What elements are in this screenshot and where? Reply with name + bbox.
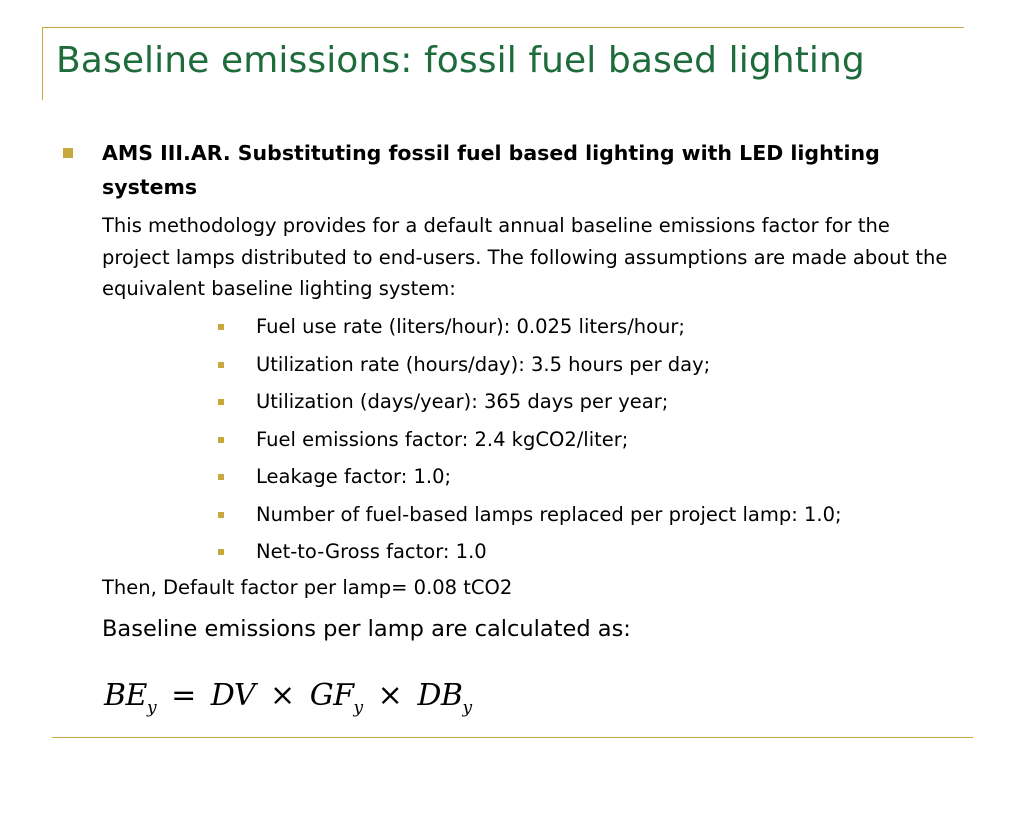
assumption-item-lamps-replaced xyxy=(218,500,842,538)
formula-gf-subscript: y xyxy=(353,698,363,718)
assumption-text: Utilization rate (hours/day): 3.5 hours per day; xyxy=(256,352,711,376)
assumption-item-fuel-emissions-factor xyxy=(218,425,842,463)
sub-bullet-square xyxy=(218,324,224,330)
formula-gf: GF xyxy=(309,678,354,713)
assumption-text: Fuel use rate (liters/hour): 0.025 liters/hour; xyxy=(256,315,685,338)
bullet-heading: AMS III.AR. Substituting fossil fuel based lighting with LED lighting systems xyxy=(102,141,880,199)
formula-times: × xyxy=(377,678,403,713)
slide-title: Baseline emissions: fossil fuel based lighting xyxy=(56,40,865,81)
sub-bullet-square xyxy=(218,399,224,405)
formula-db-subscript: y xyxy=(462,698,472,718)
formula-equals: = xyxy=(171,678,196,713)
assumption-text: Utilization (days/year): 365 days per year; xyxy=(256,390,669,413)
main-bullet-square xyxy=(63,148,73,158)
assumption-item-utilization-rate xyxy=(218,350,842,388)
assumption-text: Leakage factor: 1.0; xyxy=(256,465,452,488)
assumption-text: Fuel emissions factor: 2.4 kgCO2/liter; xyxy=(256,427,629,451)
sub-bullet-square xyxy=(218,474,224,480)
assumption-item-utilization-days xyxy=(218,387,842,425)
formula-db: DB xyxy=(417,678,463,713)
sub-bullet-square xyxy=(218,549,224,555)
assumption-item-leakage-factor xyxy=(218,462,842,500)
assumptions-list xyxy=(218,312,842,575)
formula-times: × xyxy=(270,678,295,713)
assumption-text: Net-to-Gross factor: 1.0 xyxy=(256,540,487,563)
title-left-divider xyxy=(42,27,43,100)
baseline-emissions-formula xyxy=(104,678,472,718)
calculation-intro-line: Baseline emissions per lamp are calculated as: xyxy=(102,616,631,642)
formula-dv: DV xyxy=(210,678,255,713)
formula-be-subscript: y xyxy=(146,698,157,718)
methodology-paragraph: This methodology provides for a default annual baseline emissions factor for the project lamps distributed to end-users. The following assumptions are made about the equivalent baseline lighting system: xyxy=(102,214,948,300)
assumption-item-net-to-gross xyxy=(218,537,842,575)
bottom-divider xyxy=(52,737,973,738)
assumption-text: Number of fuel-based lamps replaced per project lamp: 1.0; xyxy=(256,502,842,526)
sub-bullet-square xyxy=(218,362,224,368)
default-factor-line: Then, Default factor per lamp= 0.08 tCO2 xyxy=(102,576,513,599)
assumption-item-fuel-use-rate xyxy=(218,312,842,350)
sub-bullet-square xyxy=(218,512,224,518)
sub-bullet-square xyxy=(218,437,224,443)
formula-be: BE xyxy=(104,678,147,713)
top-divider xyxy=(42,27,964,28)
